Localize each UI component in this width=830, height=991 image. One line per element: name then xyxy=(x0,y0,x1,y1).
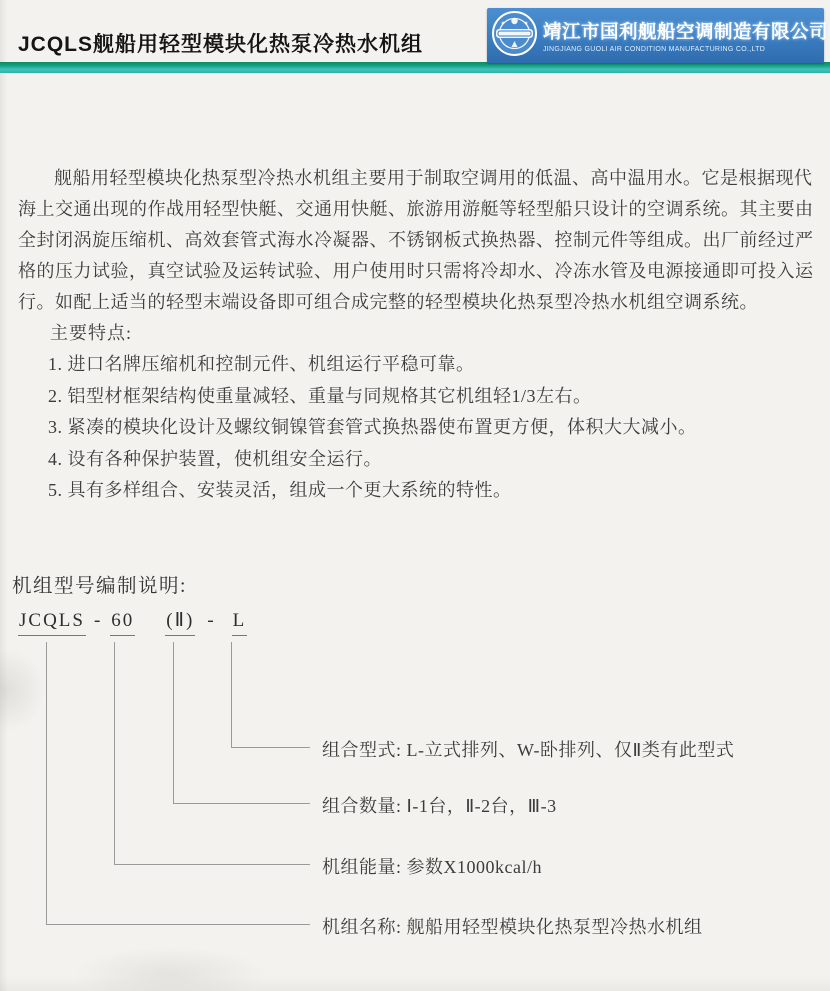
feature-item: 3. 紧凑的模块化设计及螺纹铜镍管套管式换热器使布置更方便，体积大大减小。 xyxy=(48,417,697,437)
legend-label: 机组名称: xyxy=(322,917,402,937)
model-code-quantity: (Ⅱ) xyxy=(165,609,195,636)
features-heading: 主要特点: xyxy=(50,323,133,343)
connector-line xyxy=(173,642,174,803)
connector-line xyxy=(231,642,232,747)
feature-item: 4. 设有各种保护装置，使机组安全运行。 xyxy=(48,448,382,469)
legend-desc: 舰船用轻型模块化热泵型冷热水机组 xyxy=(406,917,703,937)
connector-line xyxy=(46,642,47,924)
company-banner xyxy=(487,8,829,63)
feature-item: 2. 铝型材框架结构使重量减轻、重量与同规格其它机组轻1/3左右。 xyxy=(48,385,592,406)
intro-line: 海上交通出现的作战用轻型快艇、交通用快艇、旅游用游艇等轻型船只设计的空调系统。其主要由 xyxy=(18,199,814,219)
intro-line: 行。如配上适当的轻型末端设备即可组合成完整的轻型模块化热泵型冷热水机组空调系统。 xyxy=(18,292,758,312)
company-name-en: JINGJIANG GUOLI AIR CONDITION MANUFACTURING CO.,LTD xyxy=(543,46,766,53)
feature-item: 5. 具有多样组合、安装灵活，组成一个更大系统的特性。 xyxy=(48,480,512,500)
model-code-prefix: JCQLS xyxy=(18,610,86,636)
divider-bar xyxy=(0,62,830,73)
page-title: JCQLS舰船用轻型模块化热泵冷热水机组 xyxy=(18,33,424,56)
legend-desc: 参数X1000kcal/h xyxy=(406,857,542,877)
legend-entry-quantity xyxy=(322,792,557,818)
model-code-capacity: 60 xyxy=(110,610,135,636)
feature-item: 1. 进口名牌压缩机和控制元件、机组运行平稳可靠。 xyxy=(48,354,475,374)
connector-line xyxy=(173,803,310,804)
legend-desc: L-立式排列、W-卧排列、仅Ⅱ类有此型式 xyxy=(406,740,735,760)
company-logo-icon xyxy=(491,10,538,62)
model-code-arrangement: L xyxy=(232,610,248,636)
intro-line: 格的压力试验，真空试验及运转试验、用户使用时只需将冷却水、冷冻水管及电源接通即可投入运 xyxy=(18,261,814,281)
intro-line: 全封闭涡旋压缩机、高效套管式海水冷凝器、不锈钢板式换热器、控制元件等组成。出厂前经过严 xyxy=(18,230,814,250)
connector-line xyxy=(114,864,310,865)
connector-line xyxy=(46,924,310,925)
legend-label: 机组能量: xyxy=(322,857,402,877)
model-code-dash: - xyxy=(207,610,216,631)
connector-line xyxy=(114,642,115,864)
company-name-cn: 靖江市国利舰船空调制造有限公司 xyxy=(543,21,829,42)
legend-label: 组合型式: xyxy=(322,740,402,760)
legend-entry-name xyxy=(322,913,703,939)
intro-line: 舰船用轻型模块化热泵型冷热水机组主要用于制取空调用的低温、高中温用水。它是根据现代 xyxy=(54,168,813,188)
company-name-block xyxy=(543,18,829,53)
intro-section xyxy=(18,163,814,507)
model-section-heading: 机组型号编制说明: xyxy=(12,576,187,597)
legend-label: 组合数量: xyxy=(322,796,402,816)
legend-desc: Ⅰ-1台，Ⅱ-2台，Ⅲ-3 xyxy=(406,796,557,816)
legend-entry-capacity xyxy=(322,853,542,879)
legend-entry-arrangement xyxy=(322,736,734,762)
model-code-dash: - xyxy=(93,610,103,631)
connector-line xyxy=(231,747,310,748)
model-code xyxy=(18,609,247,636)
